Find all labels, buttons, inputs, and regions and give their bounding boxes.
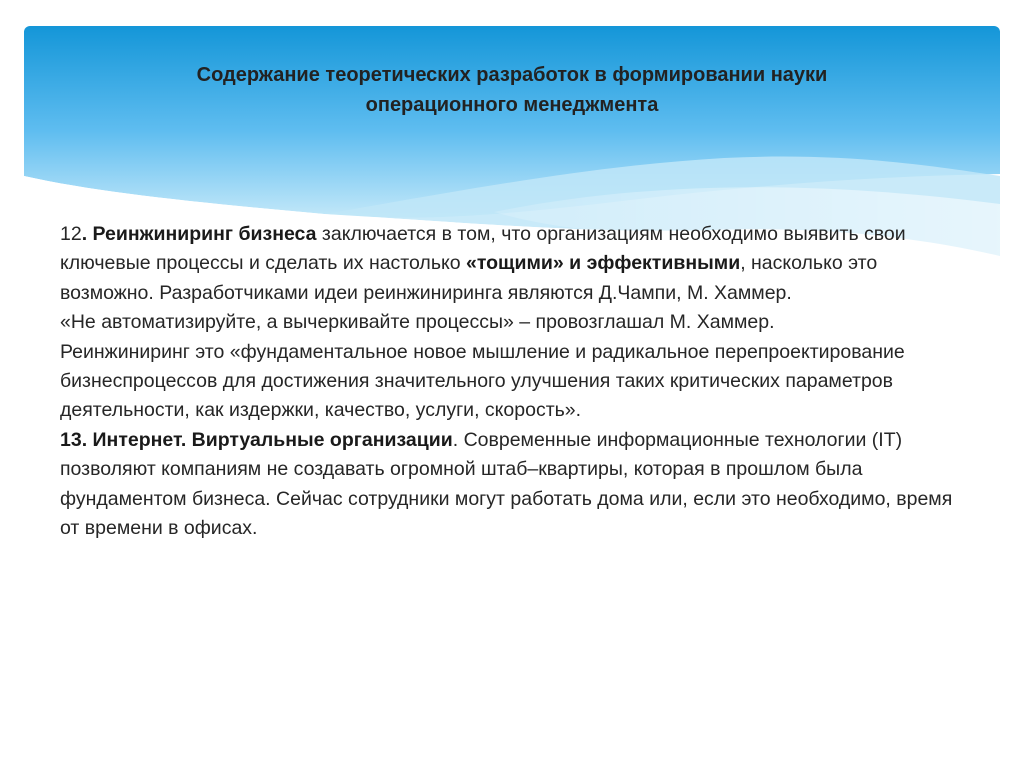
item-12-text-a: заключается в том, что организациям необходимо выявить свои ключевые процессы и сделать их настолько [60,223,906,275]
item-12-emphasis: «тощими» и эффективными [466,252,741,275]
slide [24,26,1000,767]
paragraph-quote [60,308,960,337]
item-13-text: . Современные информационные технологии (IT) позволяют компаниям не создавать огромной штаб–квартиры, которая в прошлом была фундаментом бизнеса. Сейчас сотрудники могут работать дома или, если это необходимо, время от времени в офисах. [60,428,953,540]
item-12-heading: . Реинжиниринг бизнеса [81,223,317,245]
paragraph-internet [60,426,960,544]
item-12-number: 12 [60,223,82,245]
slide-title-line-1: Содержание теоретических разработок в формировании науки [196,64,828,86]
slide-title [84,60,940,120]
slide-title-line-2: операционного менеджмента [365,94,659,116]
paragraph-reengineering [60,220,960,308]
paragraph-definition [60,338,960,426]
item-13-heading: 13. Интернет. Виртуальные организации [60,428,453,451]
reengineering-definition: Реинжиниринг это «фундаментальное новое мышление и радикальное перепроектирование бизнеспроцессов для достижения значительного улучшения таких критических параметров деятельности, как издержки, качество, услуги, скорость». [60,340,905,422]
slide-body [60,220,960,543]
hammer-quote: «Не автоматизируйте, а вычеркивайте процессы» – провозглашал М. Хаммер. [60,311,775,334]
item-12-text-b: , насколько это возможно. Разработчиками идеи реинжиниринга являются Д.Чампи, М. Хаммер. [60,252,878,304]
